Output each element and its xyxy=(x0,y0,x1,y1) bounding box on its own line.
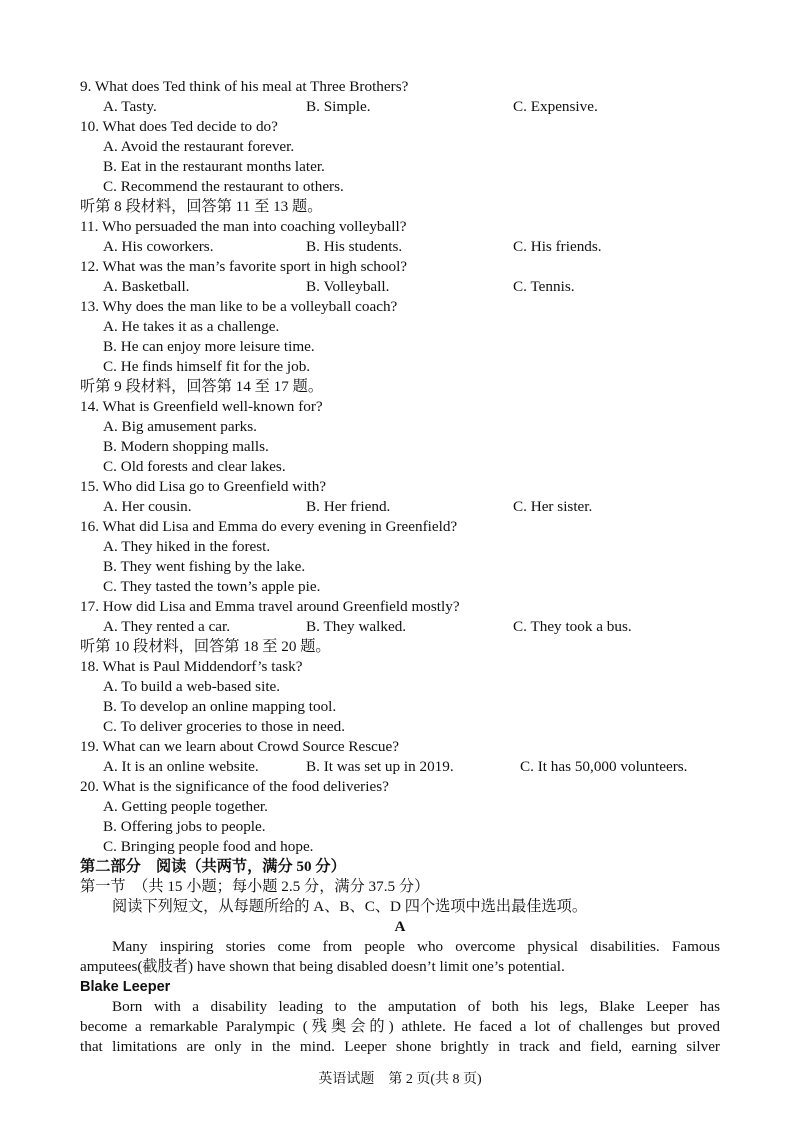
option-c: C. It has 50,000 volunteers. xyxy=(520,758,688,775)
option-a: A. He takes it as a challenge. xyxy=(103,318,280,335)
passage-paragraph-2-line-3: that limitations are only in the mind. Leeper shone brightly in track and field, earning silver xyxy=(80,1038,720,1055)
question-19: 19. What can we learn about Crowd Source Rescue? xyxy=(80,738,399,755)
option-b: B. Offering jobs to people. xyxy=(103,818,266,835)
question-11: 11. Who persuaded the man into coaching volleyball? xyxy=(80,218,407,235)
option-c: C. To deliver groceries to those in need. xyxy=(103,718,346,735)
option-a: A. They hiked in the forest. xyxy=(103,538,271,555)
passage-paragraph-1-line-1: Many inspiring stories come from people who overcome physical disabilities. Famous xyxy=(112,938,720,955)
option-a: A. Avoid the restaurant forever. xyxy=(103,138,295,155)
option-c: C. His friends. xyxy=(513,238,602,255)
question-17: 17. How did Lisa and Emma travel around Greenfield mostly? xyxy=(80,598,460,615)
option-a: A. To build a web-based site. xyxy=(103,678,281,695)
option-b: B. Modern shopping malls. xyxy=(103,438,269,455)
option-a: A. Getting people together. xyxy=(103,798,268,815)
option-b: B. They walked. xyxy=(306,618,407,635)
reading-instruction: 阅读下列短文，从每题所给的 A、B、C、D 四个选项中选出最佳选项。 xyxy=(112,898,588,915)
section-note-9: 听第 9 段材料，回答第 14 至 17 题。 xyxy=(80,378,323,395)
page-footer: 英语试题 第 2 页(共 8 页) xyxy=(318,1072,482,1087)
option-c: C. He finds himself fit for the job. xyxy=(103,358,311,375)
section-note-10: 听第 10 段材料，回答第 18 至 20 题。 xyxy=(80,638,331,655)
section-note-8: 听第 8 段材料，回答第 11 至 13 题。 xyxy=(80,198,323,215)
passage-label: A xyxy=(394,918,406,935)
passage-paragraph-1-line-2: amputees(截肢者) have shown that being disabled doesn’t limit one’s potential. xyxy=(80,958,565,975)
option-c: C. Tennis. xyxy=(513,278,575,295)
question-16: 16. What did Lisa and Emma do every evening in Greenfield? xyxy=(80,518,458,535)
passage-paragraph-2-line-1: Born with a disability leading to the amputation of both his legs, Blake Leeper has xyxy=(112,998,720,1015)
question-9: 9. What does Ted think of his meal at Three Brothers? xyxy=(80,78,409,95)
option-c: C. Old forests and clear lakes. xyxy=(103,458,286,475)
passage-paragraph-2-line-2: become a remarkable Paralympic (残奥会的) athlete. He faced a lot of challenges but proved xyxy=(80,1018,720,1035)
option-a: A. Her cousin. xyxy=(103,498,192,515)
option-a: A. Tasty. xyxy=(103,98,157,115)
option-b: B. Volleyball. xyxy=(306,278,390,295)
section-heading-blake-leeper: Blake Leeper xyxy=(80,979,171,995)
option-a: A. Big amusement parks. xyxy=(103,418,257,435)
option-a: A. Basketball. xyxy=(103,278,190,295)
option-b: B. His students. xyxy=(306,238,403,255)
question-18: 18. What is Paul Middendorf’s task? xyxy=(80,658,303,675)
option-b: B. Simple. xyxy=(306,98,371,115)
question-15: 15. Who did Lisa go to Greenfield with? xyxy=(80,478,327,495)
option-a: A. It is an online website. xyxy=(103,758,259,775)
section-one-title: 第一节 （共 15 小题；每小题 2.5 分，满分 37.5 分） xyxy=(80,878,430,895)
question-20: 20. What is the significance of the food deliveries? xyxy=(80,778,389,795)
option-b: B. To develop an online mapping tool. xyxy=(103,698,337,715)
option-c: C. Expensive. xyxy=(513,98,598,115)
option-c: C. They took a bus. xyxy=(513,618,632,635)
question-12: 12. What was the man’s favorite sport in high school? xyxy=(80,258,408,275)
question-14: 14. What is Greenfield well-known for? xyxy=(80,398,323,415)
option-c: C. Her sister. xyxy=(513,498,593,515)
option-b: B. Eat in the restaurant months later. xyxy=(103,158,325,175)
option-c: C. They tasted the town’s apple pie. xyxy=(103,578,321,595)
option-a: A. His coworkers. xyxy=(103,238,214,255)
question-10: 10. What does Ted decide to do? xyxy=(80,118,278,135)
option-a: A. They rented a car. xyxy=(103,618,231,635)
option-b: B. He can enjoy more leisure time. xyxy=(103,338,315,355)
question-13: 13. Why does the man like to be a volleyball coach? xyxy=(80,298,398,315)
option-b: B. It was set up in 2019. xyxy=(306,758,454,775)
option-c: C. Recommend the restaurant to others. xyxy=(103,178,344,195)
option-b: B. Her friend. xyxy=(306,498,391,515)
option-c: C. Bringing people food and hope. xyxy=(103,838,314,855)
part-two-title: 第二部分 阅读（共两节，满分 50 分） xyxy=(80,858,346,875)
option-b: B. They went fishing by the lake. xyxy=(103,558,306,575)
